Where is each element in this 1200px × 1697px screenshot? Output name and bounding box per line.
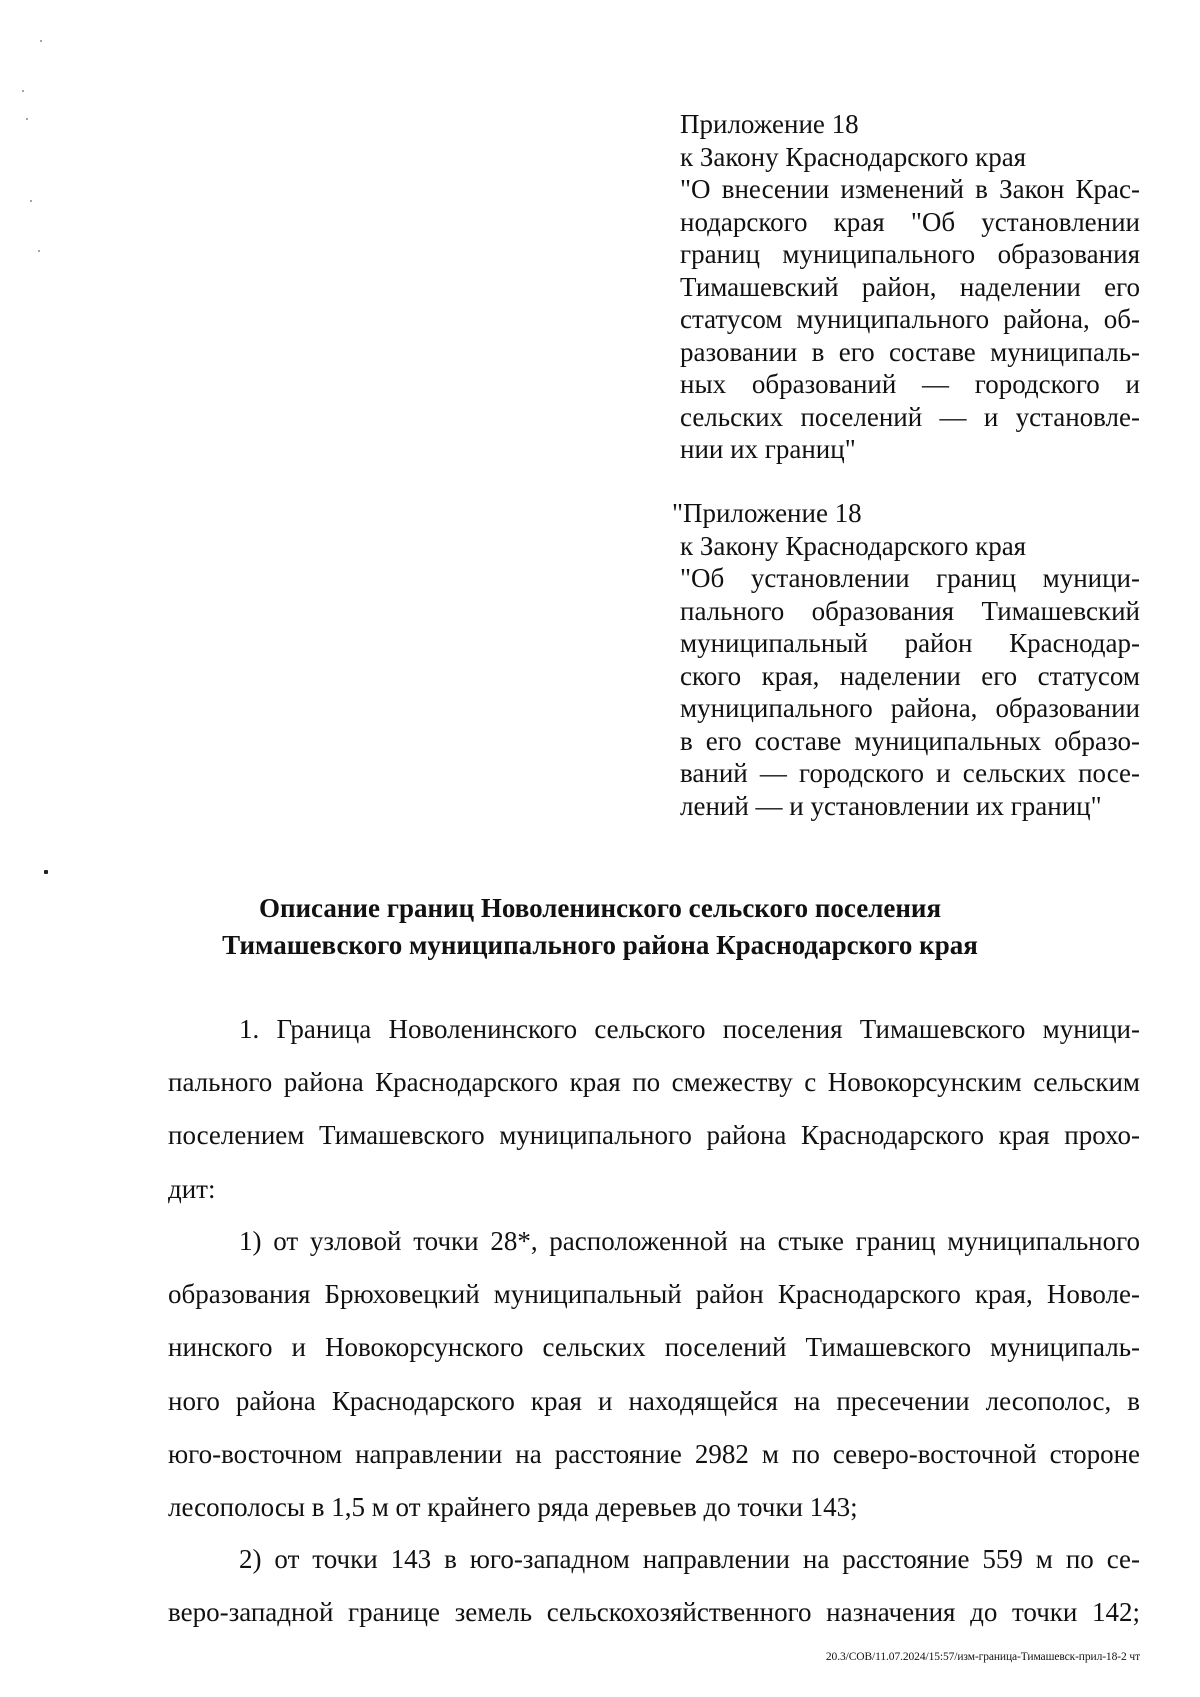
paragraph-line: нинского и Новокорсунского сельских поселений Тимашевского муниципаль- [168, 1332, 1140, 1363]
ref-line: "Приложение 18 [672, 498, 862, 528]
appendix-reference-amendment [680, 108, 1140, 466]
ref-line: сельских поселений — и установле- [680, 401, 1140, 432]
paragraph-line: 2) от точки 143 в юго-западном направлении на расстояние 559 м по се- [239, 1544, 1140, 1574]
paragraph-line: веро-западной границе земель сельскохозяйственного назначения до точки 142; [168, 1597, 1140, 1628]
scan-speck [30, 200, 32, 202]
paragraph-line: пального района Краснодарского края по смежеству с Новокорсунским сельским [168, 1067, 1140, 1098]
ref-line: к Закону Краснодарского края [680, 141, 1027, 172]
scan-speck [38, 250, 40, 252]
paragraph-1 [168, 1003, 1140, 1216]
ref-line: муниципальный район Краснодар- [680, 628, 1140, 658]
paragraph-line: поселением Тимашевского муниципального района Краснодарского края прохо- [168, 1120, 1140, 1151]
appendix-reference-original [672, 497, 1140, 822]
ref-line: муниципального района, образовании [680, 693, 1140, 723]
ref-line: "Об установлении границ муници- [680, 563, 1140, 593]
paragraph-line: 1) от узловой точки 28*, расположенной на стыке границ муниципального [239, 1226, 1140, 1256]
ref-line: в его составе муниципальных образо- [680, 725, 1140, 756]
ref-line: ского края, наделении его статусом [680, 660, 1140, 691]
ref-line: разовании в его составе муниципаль- [680, 336, 1140, 367]
ref-line: нии их границ" [680, 434, 856, 464]
ref-line: пального образования Тимашевский [680, 595, 1140, 626]
paragraph-item-2 [168, 1533, 1140, 1639]
paragraph-line: юго-восточном направлении на расстояние 2982 м по северо-восточной стороне [168, 1438, 1140, 1469]
paragraph-line: лесополосы в 1,5 м от крайнего ряда деревьев до точки 143; [168, 1492, 858, 1523]
ref-line: ваний — городского и сельских посе- [680, 758, 1140, 788]
ref-line: статусом муниципального района, об- [680, 304, 1140, 334]
ref-line: ных образований — городского и [680, 369, 1140, 399]
scan-speck [22, 90, 24, 92]
paragraph-line: ного района Краснодарского края и находящейся на пресечении лесополос, в [168, 1385, 1140, 1416]
ref-line: к Закону Краснодарского края [680, 530, 1027, 561]
document-title [0, 890, 1200, 964]
ref-line: Приложение 18 [680, 109, 859, 139]
title-line-1: Описание границ Новоленинского сельского поселения [258, 893, 942, 923]
ref-line: Тимашевский район, наделении его [680, 271, 1140, 302]
scan-speck [26, 118, 28, 120]
paragraph-line: образования Брюховецкий муниципальный район Краснодарского края, Новоле- [168, 1279, 1140, 1310]
scan-speck [40, 40, 42, 42]
paragraph-item-1 [168, 1215, 1140, 1534]
document-footer-code: 20.3/СОВ/11.07.2024/15:57/изм-граница-Тимашевск-прил-18-2 чт [825, 1651, 1140, 1663]
title-line-2: Тимашевского муниципального района Краснодарского края [222, 930, 978, 960]
paragraph-line: 1. Граница Новоленинского сельского поселения Тимашевского муници- [239, 1014, 1140, 1044]
ref-line: нодарского края "Об установлении [680, 206, 1140, 237]
ref-line: лений — и установлении их границ" [680, 790, 1102, 821]
scan-speck [44, 870, 48, 874]
ref-line: "О внесении изменений в Закон Крас- [680, 174, 1140, 204]
paragraph-line: дит: [168, 1173, 216, 1204]
ref-line: границ муниципального образования [680, 239, 1140, 269]
